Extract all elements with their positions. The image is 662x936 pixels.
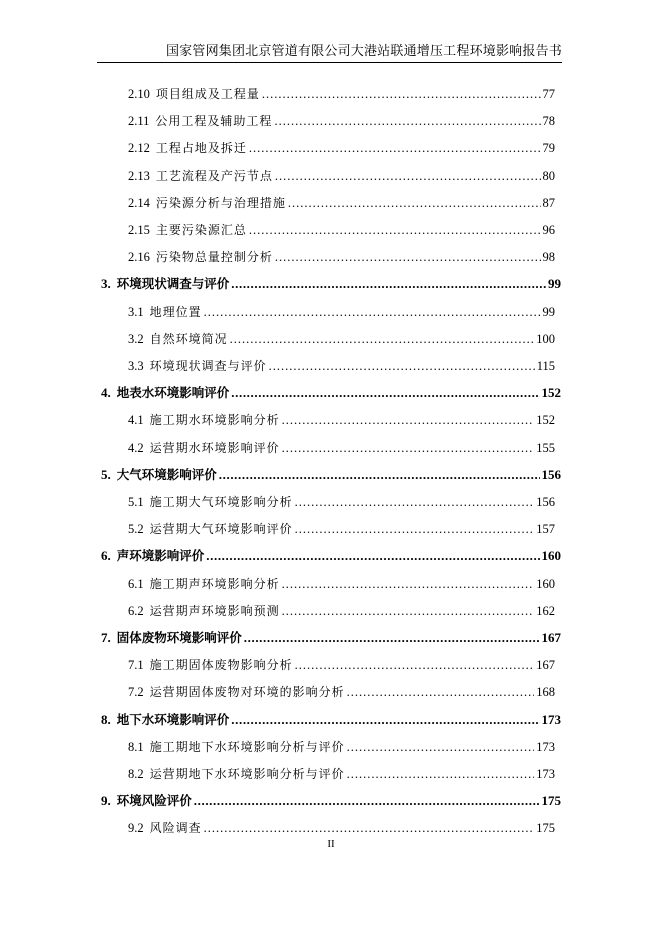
toc-entry-number: 3.2 <box>128 331 144 346</box>
toc-dot-leader <box>249 138 541 158</box>
toc-entry-page: 173 <box>536 739 555 754</box>
toc-dot-leader <box>231 383 539 403</box>
toc-entry-title: 固体废物环境影响评价 <box>116 630 242 645</box>
toc-entry-number: 6.2 <box>128 603 144 618</box>
toc-entry-title: 大气环境影响评价 <box>116 466 217 482</box>
toc-section-entry[interactable] <box>128 302 555 322</box>
toc-entry-page: 156 <box>541 466 561 482</box>
toc-entry-number: 7. <box>101 630 111 645</box>
toc-entry-title: 施工期大气环境影响分析 <box>149 495 293 509</box>
toc-dot-leader <box>231 710 539 730</box>
toc-entry-number: 2.16 <box>128 250 150 265</box>
toc-entry-title: 运营期固体废物对环境的影响分析 <box>149 685 345 700</box>
toc-section-entry[interactable] <box>128 356 555 376</box>
toc-entry-title: 风险调查 <box>149 821 202 836</box>
toc-dot-leader <box>275 247 541 267</box>
toc-section-entry[interactable] <box>128 111 555 131</box>
toc-dot-leader <box>231 274 546 294</box>
toc-entry-page: 167 <box>536 658 555 673</box>
toc-entry-page: 99 <box>542 304 555 319</box>
toc-entry-title: 污染源分析与治理措施 <box>155 195 286 210</box>
toc-entry-number: 5. <box>101 466 111 482</box>
toc-entry-title: 运营期水环境影响评价 <box>149 440 280 455</box>
toc-dot-leader <box>262 84 541 104</box>
toc-entry-title: 运营期声环境影响预测 <box>149 603 280 618</box>
toc-dot-leader <box>295 655 535 675</box>
toc-entry-page: 175 <box>536 821 555 836</box>
toc-entry-title: 污染物总量控制分析 <box>155 250 273 265</box>
toc-entry-title: 工程占地及拆迁 <box>155 141 247 156</box>
toc-dot-leader <box>282 410 535 430</box>
toc-entry-number: 4.2 <box>128 440 144 455</box>
toc-entry-page: 167 <box>541 630 561 645</box>
toc-entry-number: 8. <box>101 711 111 727</box>
toc-section-entry[interactable] <box>128 737 555 757</box>
toc-entry-number: 5.1 <box>128 495 144 509</box>
toc-entry-page: 98 <box>542 250 555 265</box>
toc-entry-page: 168 <box>536 685 555 700</box>
toc-dot-leader <box>295 492 535 512</box>
toc-entry-number: 6.1 <box>128 576 144 591</box>
toc-dot-leader <box>274 111 540 131</box>
toc-dot-leader <box>269 356 535 376</box>
toc-chapter-entry[interactable] <box>101 628 561 648</box>
toc-dot-leader <box>219 465 540 485</box>
toc-entry-number: 3.3 <box>128 359 144 373</box>
toc-entry-page: 173 <box>536 767 555 781</box>
toc-entry-number: 6. <box>101 548 111 564</box>
toc-entry-title: 地下水环境影响评价 <box>116 711 230 727</box>
toc-dot-leader <box>275 166 541 186</box>
toc-entry-page: 173 <box>541 711 561 727</box>
toc-entry-number: 2.11 <box>128 114 150 129</box>
toc-dot-leader <box>244 628 540 648</box>
toc-entry-number: 2.13 <box>128 168 150 183</box>
toc-dot-leader <box>288 193 541 213</box>
toc-chapter-entry[interactable] <box>101 791 561 811</box>
header-divider <box>97 62 562 63</box>
toc-entry-number: 7.2 <box>128 685 144 700</box>
toc-entry-number: 2.14 <box>128 195 150 210</box>
toc-section-entry[interactable] <box>128 193 555 213</box>
toc-entry-page: 175 <box>541 793 561 809</box>
toc-section-entry[interactable] <box>128 438 555 458</box>
toc-section-entry[interactable] <box>128 84 555 104</box>
toc-entry-page: 100 <box>536 331 555 346</box>
toc-entry-title: 自然环境简况 <box>149 331 228 346</box>
toc-dot-leader <box>282 438 535 458</box>
toc-section-entry[interactable] <box>128 220 555 240</box>
toc-entry-number: 2.12 <box>128 141 150 156</box>
toc-section-entry[interactable] <box>128 519 555 539</box>
toc-entry-title: 施工期固体废物影响分析 <box>149 658 293 673</box>
toc-entry-title: 运营期大气环境影响评价 <box>149 522 293 537</box>
toc-section-entry[interactable] <box>128 818 555 838</box>
toc-dot-leader <box>282 601 535 621</box>
toc-dot-leader <box>347 764 535 784</box>
toc-entry-title: 环境现状调查与评价 <box>149 359 267 373</box>
toc-chapter-entry[interactable] <box>101 546 561 566</box>
page-number: II <box>327 838 335 850</box>
toc-entry-title: 主要污染源汇总 <box>155 223 247 237</box>
toc-entry-number: 3. <box>101 276 111 292</box>
toc-dot-leader <box>230 329 535 349</box>
toc-section-entry[interactable] <box>128 166 555 186</box>
toc-entry-page: 99 <box>548 276 561 292</box>
toc-entry-number: 4.1 <box>128 413 144 428</box>
toc-entry-number: 8.1 <box>128 739 144 754</box>
toc-entry-page: 157 <box>536 522 555 537</box>
toc-entry-page: 115 <box>536 359 555 373</box>
toc-entry-number: 8.2 <box>128 767 144 781</box>
toc-entry-title: 公用工程及辅助工程 <box>155 114 273 129</box>
toc-section-entry[interactable] <box>128 682 555 702</box>
toc-entry-page: 152 <box>541 385 561 401</box>
toc-entry-number: 5.2 <box>128 522 144 537</box>
toc-dot-leader <box>249 220 541 240</box>
toc-entry-page: 78 <box>542 114 555 129</box>
toc-chapter-entry[interactable] <box>101 383 561 403</box>
toc-section-entry[interactable] <box>128 601 555 621</box>
toc-entry-title: 施工期声环境影响分析 <box>149 576 280 591</box>
toc-entry-title: 环境风险评价 <box>116 793 192 809</box>
toc-dot-leader <box>204 302 541 322</box>
toc-entry-page: 152 <box>536 413 555 428</box>
toc-dot-leader <box>282 574 535 594</box>
toc-section-entry[interactable] <box>128 764 555 784</box>
toc-entry-number: 2.10 <box>128 87 150 101</box>
toc-section-entry[interactable] <box>128 410 555 430</box>
toc-dot-leader <box>206 546 539 566</box>
toc-entry-number: 4. <box>101 385 111 401</box>
toc-entry-number: 9.2 <box>128 821 144 836</box>
toc-entry-page: 156 <box>536 495 555 509</box>
toc-chapter-entry[interactable] <box>101 710 561 730</box>
toc-entry-number: 2.15 <box>128 223 150 237</box>
toc-entry-page: 162 <box>536 603 555 618</box>
toc-section-entry[interactable] <box>128 492 555 512</box>
page-header: 国家管网集团北京管道有限公司大港站联通增压工程环境影响报告书 <box>165 44 562 59</box>
toc-entry-number: 9. <box>101 793 111 809</box>
toc-entry-page: 160 <box>536 576 555 591</box>
toc-entry-page: 80 <box>542 168 555 183</box>
toc-entry-page: 79 <box>542 141 555 156</box>
toc-section-entry[interactable] <box>128 329 555 349</box>
toc-dot-leader <box>347 682 535 702</box>
toc-section-entry[interactable] <box>128 247 555 267</box>
toc-dot-leader <box>295 519 535 539</box>
toc-section-entry[interactable] <box>128 138 555 158</box>
toc-entry-page: 96 <box>542 223 555 237</box>
toc-entry-title: 运营期地下水环境影响分析与评价 <box>149 767 345 781</box>
toc-entry-title: 声环境影响评价 <box>116 548 205 564</box>
toc-entry-page: 160 <box>541 548 561 564</box>
toc-entry-title: 施工期地下水环境影响分析与评价 <box>149 739 345 754</box>
toc-entry-title: 地表水环境影响评价 <box>116 385 230 401</box>
toc-chapter-entry[interactable] <box>101 465 561 485</box>
toc-dot-leader <box>204 818 535 838</box>
toc-entry-title: 地理位置 <box>149 304 202 319</box>
toc-dot-leader <box>347 737 535 757</box>
toc-entry-title: 环境现状调查与评价 <box>116 276 230 292</box>
toc-entry-title: 项目组成及工程量 <box>155 87 260 101</box>
toc-entry-title: 施工期水环境影响分析 <box>149 413 280 428</box>
toc-entry-number: 3.1 <box>128 304 144 319</box>
toc-dot-leader <box>194 791 540 811</box>
toc-chapter-entry[interactable] <box>101 274 561 294</box>
toc-entry-page: 77 <box>542 87 555 101</box>
toc-entry-page: 155 <box>536 440 555 455</box>
toc-entry-page: 87 <box>542 195 555 210</box>
toc-entry-title: 工艺流程及产污节点 <box>155 168 273 183</box>
toc-section-entry[interactable] <box>128 655 555 675</box>
toc-entry-number: 7.1 <box>128 658 144 673</box>
toc-section-entry[interactable] <box>128 574 555 594</box>
